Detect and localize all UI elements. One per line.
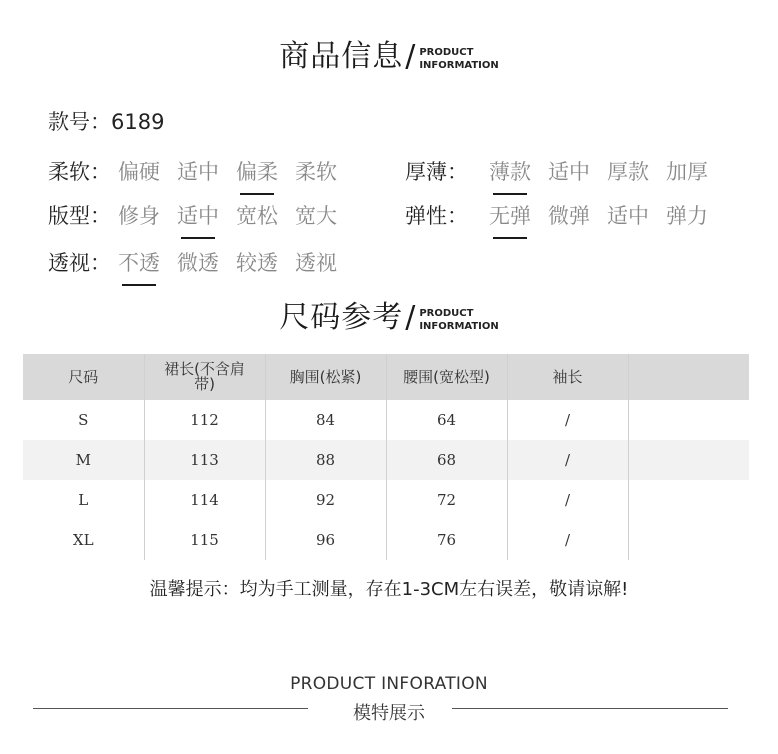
cell-size: M [23, 440, 144, 480]
size-chart-title: 尺码参考 [279, 300, 404, 335]
cell-empty [628, 520, 749, 560]
attr-label: 厚薄： [405, 160, 468, 184]
style-number: 款号：6189 [48, 110, 165, 134]
attr-option-selected: 薄款 [489, 156, 531, 186]
title-slash: / [405, 300, 416, 335]
product-info-subtitle: PRODUCT INFORMATION [419, 47, 499, 71]
cell-bust: 96 [265, 520, 386, 560]
header-skirt-length: 裙长(不含肩 带) [144, 354, 265, 400]
cell-length: 115 [144, 520, 265, 560]
attr-label: 版型： [48, 204, 111, 228]
cell-empty [628, 400, 749, 440]
attr-option: 适中 [607, 204, 649, 228]
cell-empty [628, 480, 749, 520]
footer-title: 模特展示 [353, 703, 425, 724]
attr-option: 修身 [118, 204, 160, 228]
cell-sleeve: / [507, 400, 628, 440]
attr-option: 宽松 [236, 204, 278, 228]
size-chart-heading [0, 300, 778, 335]
cell-sleeve: / [507, 480, 628, 520]
cell-size: L [23, 480, 144, 520]
attr-option-selected: 偏柔 [236, 156, 278, 186]
cell-waist: 68 [386, 440, 507, 480]
attr-option: 微弹 [548, 204, 590, 228]
attr-option: 柔软 [295, 160, 337, 184]
attr-option: 透视 [295, 251, 337, 275]
measurement-tip: 温馨提示：均为手工测量，存在1-3CM左右误差，敬请谅解! [149, 579, 629, 600]
cell-waist: 72 [386, 480, 507, 520]
table-row [23, 400, 749, 440]
attr-option: 较透 [236, 251, 278, 275]
cell-bust: 84 [265, 400, 386, 440]
attr-option: 偏硬 [118, 160, 160, 184]
header-extra [628, 354, 749, 400]
header-waist: 腰围(宽松型) [386, 354, 507, 400]
attr-label: 透视： [48, 251, 111, 275]
cell-sleeve: / [507, 440, 628, 480]
table-row [23, 520, 749, 560]
table-row [23, 440, 749, 480]
cell-length: 112 [144, 400, 265, 440]
product-info-title: 商品信息 [279, 39, 404, 74]
title-slash: / [405, 39, 416, 74]
attr-option: 适中 [548, 160, 590, 184]
cell-size: XL [23, 520, 144, 560]
attr-option: 厚款 [607, 160, 649, 184]
product-info-heading [0, 39, 778, 74]
table-row [23, 480, 749, 520]
cell-sleeve: / [507, 520, 628, 560]
header-sleeve: 袖长 [507, 354, 628, 400]
size-chart-subtitle: PRODUCT INFORMATION [419, 308, 499, 332]
cell-size: S [23, 400, 144, 440]
attr-option: 宽大 [295, 204, 337, 228]
header-size: 尺码 [23, 354, 144, 400]
attr-label: 弹性： [405, 204, 468, 228]
attr-option: 弹力 [666, 204, 708, 228]
attr-option: 微透 [177, 251, 219, 275]
cell-bust: 92 [265, 480, 386, 520]
attr-option-selected: 适中 [177, 200, 219, 230]
attr-label: 柔软： [48, 160, 111, 184]
footer-subtitle: PRODUCT INFORATION [290, 674, 488, 694]
cell-length: 114 [144, 480, 265, 520]
cell-empty [628, 440, 749, 480]
attr-option-selected: 不透 [118, 247, 160, 277]
header-bust: 胸围(松紧) [265, 354, 386, 400]
attr-option-selected: 无弹 [489, 200, 531, 230]
size-table [23, 354, 749, 560]
attr-option: 适中 [177, 160, 219, 184]
attr-option: 加厚 [666, 160, 708, 184]
cell-length: 113 [144, 440, 265, 480]
cell-bust: 88 [265, 440, 386, 480]
cell-waist: 64 [386, 400, 507, 440]
cell-waist: 76 [386, 520, 507, 560]
table-header-row [23, 354, 749, 400]
